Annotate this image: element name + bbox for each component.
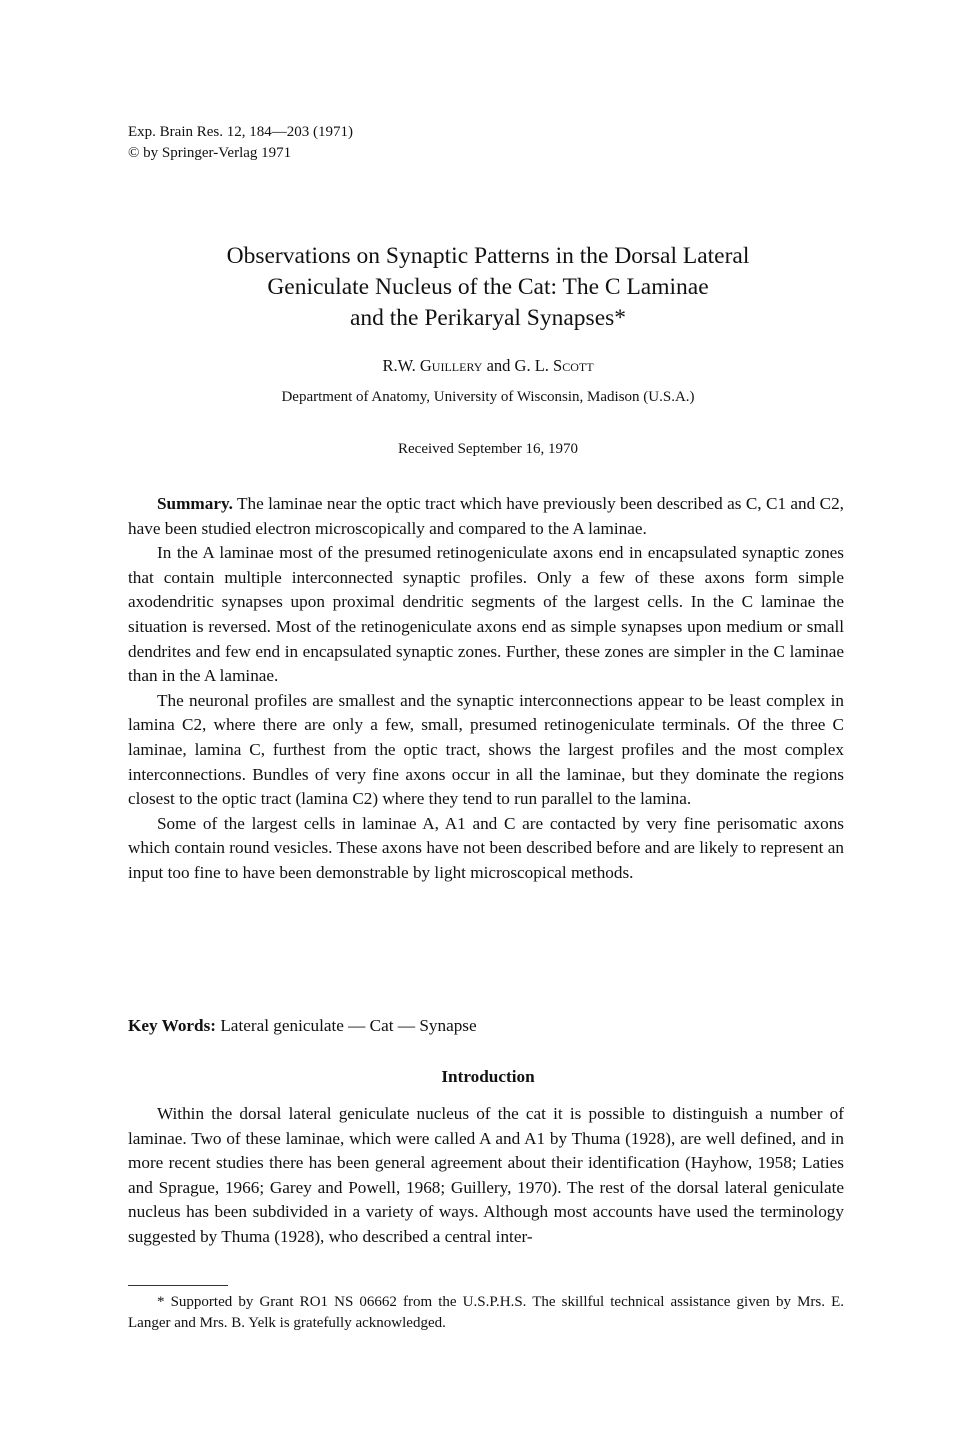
author2-surname: Scott xyxy=(553,356,594,375)
footnote-rule xyxy=(128,1285,228,1286)
introduction-section xyxy=(128,1102,844,1250)
keywords-line xyxy=(128,1014,477,1038)
author2-initials: G. L. xyxy=(514,356,549,375)
copyright-line: © by Springer-Verlag 1971 xyxy=(128,145,292,161)
paper-title xyxy=(120,241,856,334)
summary-paragraph: The neuronal profiles are smallest and the synaptic interconnections appear to be least complex in lamina C2, where there are only a few, small, presumed retinogeniculate terminals. Of the three C laminae, lamina C, furthest from the optic tract, shows the largest profiles and the most complex interconnections. Bundles of very fine axons occur in all the laminae, but they dominate the regions closest to the optic tract (lamina C2) where they tend to run parallel to the lamina. xyxy=(128,690,844,809)
summary-paragraph: In the A laminae most of the presumed retinogeniculate axons end in encapsulated synaptic zones that contain multiple interconnected synaptic profiles. Only a few of these axons form simple axodendritic synapses upon proximal dendritic segments of the largest cells. In the C laminae the situation is reversed. Most of the retinogeniculate axons end as simple synapses upon medium or small dendrites and few end in encapsulated synaptic zones. Further, these zones are simpler in the C laminae than in the A laminae. xyxy=(128,543,844,686)
author1-surname: Guillery xyxy=(419,356,483,375)
introduction-paragraph: Within the dorsal lateral geniculate nucleus of the cat it is possible to distinguish a number of laminae. Two of these laminae, which were called A and A1 by Thuma (1928), are well defined, and in more recent studies there has been general agreement about their identification (Hayhow, 1958; Laties and Sprague, 1966; Garey and Powell, 1968; Guillery, 1970). The rest of the dorsal lateral geniculate nucleus has been subdivided in a variety of ways. Although most accounts have used the terminology suggested by Thuma (1928), who described a central inter- xyxy=(128,1104,844,1246)
journal-header xyxy=(128,122,353,164)
received-date: Received September 16, 1970 xyxy=(398,441,578,457)
summary-text: The laminae near the optic tract which have previously been described as C, C1 and C2, have been studied electron microscopically and compared to the A laminae. xyxy=(128,494,844,538)
author1-initials: R.W. xyxy=(382,356,416,375)
affiliation: Department of Anatomy, University of Wisconsin, Madison (U.S.A.) xyxy=(281,389,695,405)
keywords-label: Key Words: xyxy=(128,1016,217,1035)
footnote xyxy=(128,1292,844,1334)
keywords-text: Lateral geniculate — Cat — Synapse xyxy=(220,1016,477,1035)
journal-citation: Exp. Brain Res. 12, 184—203 (1971) xyxy=(128,124,353,140)
summary-paragraph: Some of the largest cells in laminae A, A1 and C are contacted by very fine perisomatic axons which contain round vesicles. These axons have not been described before and are likely to represent an input too fine to have been demonstrable by light microscopical methods. xyxy=(128,813,844,882)
footnote-text: * Supported by Grant RO1 NS 06662 from the U.S.P.H.S. The skillful technical assistance given by Mrs. E. Langer and Mrs. B. Yelk is gratefully acknowledged. xyxy=(128,1294,844,1331)
summary-section xyxy=(128,492,844,886)
title-line-2: Geniculate Nucleus of the Cat: The C Laminae xyxy=(267,274,709,300)
section-heading-introduction: Introduction xyxy=(441,1067,535,1086)
title-line-3: and the Perikaryal Synapses* xyxy=(349,305,627,331)
author-line xyxy=(120,355,856,377)
author-conjunction: and xyxy=(486,356,511,375)
title-line-1: Observations on Synaptic Patterns in the Dorsal Lateral xyxy=(226,243,750,269)
summary-paragraph xyxy=(128,492,844,541)
summary-label: Summary. xyxy=(157,494,233,513)
